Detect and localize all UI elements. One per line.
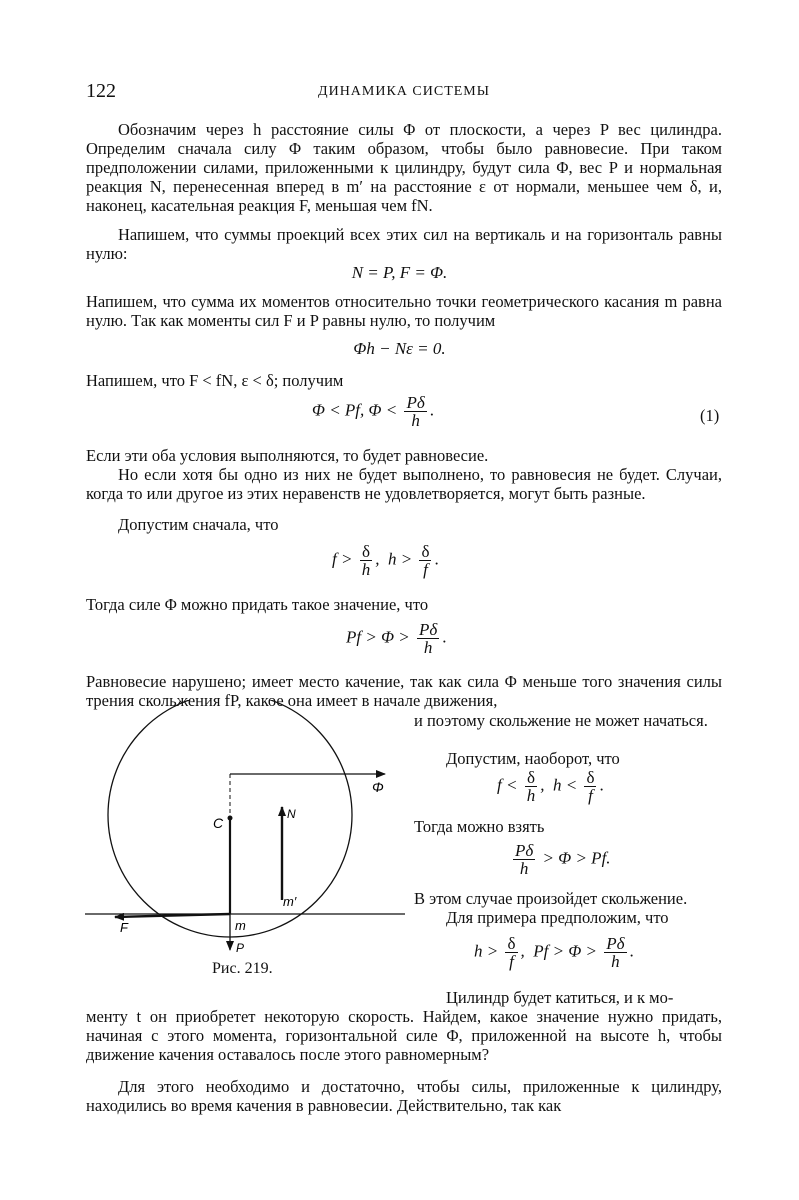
label-phi: Φ <box>372 779 384 795</box>
figure-caption: Рис. 219. <box>212 960 273 977</box>
center-point <box>228 816 233 821</box>
equation-example-right: Pf > Φ > <box>533 941 597 961</box>
fraction-denominator: h <box>423 638 433 657</box>
equation-case-2-left: f < <box>497 775 518 795</box>
fraction-numerator: δ <box>507 934 516 953</box>
paragraph-2: Напишем, что суммы проекций всех этих сил на вертикаль и на горизонталь равны нулю: <box>86 225 722 263</box>
fraction-numerator: δ <box>360 543 373 561</box>
fraction <box>419 543 431 578</box>
paragraph-right-3: Тогда можно взять <box>414 817 545 836</box>
fraction-denominator: h <box>361 560 371 579</box>
fraction-denominator: h <box>526 786 536 805</box>
label-f: F <box>120 920 128 935</box>
equation-example: h > $\frac{\delta}{f}$ , Pf > Φ > $\frac{P\delta}{h}$ . <box>474 934 634 971</box>
label-m: m <box>235 918 246 933</box>
equation-case-1: f > $\frac{\delta}{h}$ , h > $\frac{\delta}{f}$ . <box>332 542 439 579</box>
equation-case-1-left: f > <box>332 549 353 569</box>
fraction-numerator: δ <box>586 768 595 787</box>
equation-1: Φ < Pf, Φ < $\frac{P\delta}{h}$ . <box>312 393 434 430</box>
equation-case-2: f < $\frac{\delta}{h}$ , h < $\frac{\delta}{f}$ . <box>497 768 604 805</box>
fraction-denominator: h <box>611 952 620 971</box>
fraction-numerator: δ <box>421 542 430 561</box>
equation-1-left: Φ < Pf, Φ < <box>312 400 398 420</box>
fraction <box>584 769 596 804</box>
equation-rolling-left: Pf > Φ > <box>346 627 410 647</box>
fraction-denominator: h <box>519 859 529 878</box>
fraction-numerator: Pδ <box>406 393 425 412</box>
equation-rolling: Pf > Φ > $\frac{P\delta}{h}$ . <box>346 620 447 657</box>
label-c: C <box>213 815 224 831</box>
figure-219 <box>80 700 410 990</box>
label-n: N <box>287 807 296 821</box>
fraction <box>525 769 538 804</box>
label-m-prime: m′ <box>283 894 297 909</box>
running-head: ДИНАМИКА СИСТЕМЫ <box>318 84 490 99</box>
paragraph-3: Напишем, что сумма их моментов относительно точки геометрического касания m равна нулю. Так как моменты сил F и P равны нулю, то получим <box>86 292 722 330</box>
fraction-numerator: Pδ <box>419 620 438 639</box>
paragraph-9: Равновесие нарушено; имеет место качение, так как сила Φ меньше того значения силы трения скольжения fP, какое она имеет в начале движения, <box>86 672 722 710</box>
paragraph-right-1: и поэтому скольжение не может начаться. <box>414 711 708 730</box>
paragraph-right-5: Для примера предположим, что <box>446 908 669 927</box>
fraction-numerator: δ <box>525 769 538 787</box>
fraction-denominator: f <box>509 952 514 971</box>
equation-case-2-right: h < <box>552 775 578 795</box>
fraction-denominator: f <box>588 786 593 805</box>
paragraph-4: Напишем, что F < fN, ε < δ; получим <box>86 371 344 390</box>
equation-projections: N = P, F = Φ. <box>351 263 448 282</box>
equation-example-left: h > <box>474 941 499 961</box>
fraction <box>604 935 626 970</box>
fraction-numerator: Pδ <box>606 934 625 953</box>
fraction-numerator: Pδ <box>515 841 534 860</box>
page-header <box>86 80 722 106</box>
paragraph-right-4: В этом случае произойдет скольжение. <box>414 889 688 908</box>
equation-sliding-right: > Φ > Pf. <box>542 848 611 868</box>
equation-case-1-right: h > <box>387 549 413 569</box>
fraction <box>417 621 439 656</box>
equation-sliding <box>510 842 611 877</box>
fraction <box>360 543 373 578</box>
page-number: 122 <box>86 80 116 102</box>
paragraph-5: Если эти оба условия выполняются, то будет равновесие. <box>86 446 489 465</box>
paragraph-7: Допустим сначала, что <box>118 515 279 534</box>
equation-number: (1) <box>700 406 720 425</box>
paragraph-8: Тогда силе Φ можно придать такое значение, что <box>86 595 429 614</box>
fraction <box>404 394 426 429</box>
paragraph-11: Для этого необходимо и достаточно, чтобы силы, приложенные к цилиндру, находились во время качения в равновесии. Действительно, так как <box>86 1077 722 1115</box>
equation-moments: Φh − Nε = 0. <box>353 339 446 358</box>
label-p: P <box>236 941 245 955</box>
fraction-denominator: f <box>423 560 428 579</box>
paragraph-10: менту t он приобретет некоторую скорость. Найдем, какое значение нужно придать, начиная с этого момента, горизонтальной силе Φ, приложенной на высоте h, чтобы движение качения оставалось после этого равномерным? <box>86 1007 722 1064</box>
fraction-denominator: h <box>411 411 420 430</box>
fraction <box>513 842 535 877</box>
fraction <box>505 935 517 970</box>
paragraph-right-6: Цилиндр будет катиться, и к мо- <box>446 988 674 1007</box>
paragraph-6: Но если хотя бы одно из них не будет выполнено, то равновесия не будет. Случаи, когда то или другое из этих неравенств не удовлетворяется, могут быть разные. <box>86 465 722 503</box>
paragraph-right-2: Допустим, наоборот, что <box>446 749 620 768</box>
paragraph-1: Обозначим через h расстояние силы Φ от плоскости, а через P вес цилиндра. Определим сначала силу Φ таким образом, чтобы было равновесие. При таком предположении силами, приложенными к цилиндру, будут сила Φ, вес P и нормальная реакция N, перенесенная вперед в m′ на расстояние ε от нормали, меньшее чем δ, и, наконец, касательная реакция F, меньшая чем fN. <box>86 120 722 215</box>
